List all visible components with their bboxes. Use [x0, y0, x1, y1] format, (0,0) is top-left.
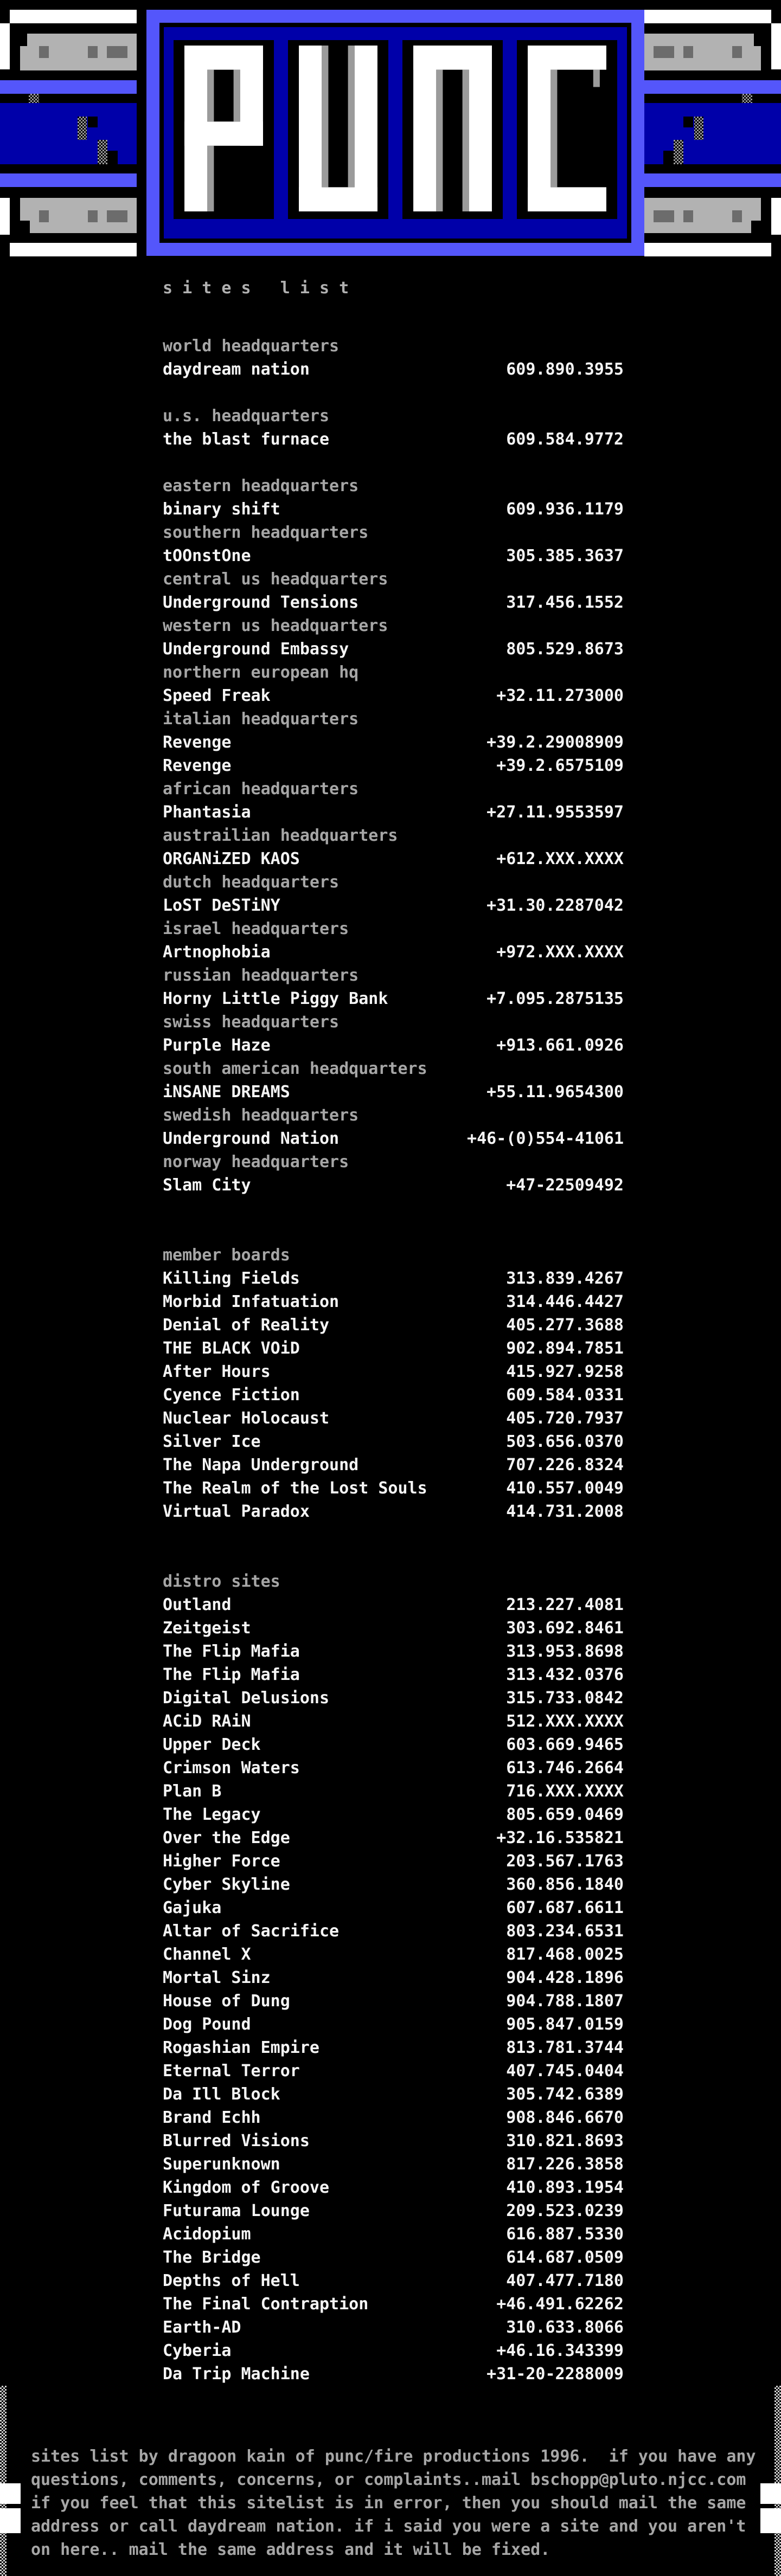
site-phone: 904.428.1896: [506, 1968, 624, 1987]
site-name: Nuclear Holocaust: [163, 1409, 330, 1428]
site-name: Killing Fields: [163, 1269, 300, 1288]
site-row: [163, 1174, 624, 1197]
site-name: Mortal Sinz: [163, 1968, 271, 1987]
site-phone: 512.XXX.XXXX: [506, 1712, 624, 1731]
deco-shape: [39, 210, 49, 222]
site-row: [163, 1826, 624, 1850]
site-row: [163, 428, 624, 451]
site-row: [163, 1920, 624, 1943]
site-row: [163, 847, 624, 871]
hq-group-label: eastern headquarters: [163, 476, 359, 495]
site-phone: +7.095.2875135: [486, 989, 624, 1008]
site-name: ORGANiZED KAOS: [163, 849, 300, 868]
site-row: [163, 1873, 624, 1896]
site-name: Horny Little Piggy Bank: [163, 989, 388, 1008]
site-row: [163, 2362, 624, 2386]
deco-shape: [0, 198, 10, 235]
spacer: [0, 381, 781, 404]
site-row: [163, 2246, 624, 2269]
site-row: [163, 2316, 624, 2339]
site-name: Underground Nation: [163, 1129, 340, 1148]
right-border-art: [644, 0, 781, 266]
site-phone: 313.839.4267: [506, 1269, 624, 1288]
hq-group-label: african headquarters: [163, 780, 359, 798]
footer-line: if you feel that this sitelist is in error, then you should mail the same: [31, 2494, 746, 2513]
hq-group-label: swedish headquarters: [163, 1106, 359, 1125]
site-row: [163, 801, 624, 824]
site-row: [163, 1290, 624, 1313]
distro-sites-section: [0, 1593, 781, 2386]
deco-shape: [732, 46, 742, 58]
site-row: [163, 1453, 624, 1477]
site-phone: 609.936.1179: [506, 500, 624, 519]
site-name: Altar of Sacrifice: [163, 1922, 340, 1941]
site-row: [163, 1617, 624, 1640]
site-phone: 503.656.0370: [506, 1432, 624, 1451]
site-name: Revenge: [163, 733, 232, 752]
site-row: [163, 2013, 624, 2036]
hq-group-label: world headquarters: [163, 337, 340, 356]
site-phone: 817.468.0025: [506, 1945, 624, 1964]
deco-shape: [0, 23, 10, 69]
site-phone: +31-20-2288009: [486, 2365, 624, 2384]
spacer: [0, 451, 781, 474]
site-name: Denial of Reality: [163, 1316, 330, 1335]
site-phone: +913.661.0926: [496, 1036, 624, 1055]
site-row: [163, 1989, 624, 2013]
deco-shape: [771, 198, 781, 235]
deco-shape: [107, 46, 127, 58]
site-name: Virtual Paradox: [163, 1502, 310, 1521]
hq-groups-section: [0, 334, 781, 1197]
hq-group-label: norway headquarters: [163, 1152, 349, 1171]
hq-group-label: austrailian headquarters: [163, 826, 398, 845]
site-name: The Final Contraption: [163, 2295, 369, 2314]
site-row: [163, 1896, 624, 1920]
site-phone: 213.227.4081: [506, 1595, 624, 1614]
site-phone: 405.720.7937: [506, 1409, 624, 1428]
deco-shape: [10, 243, 137, 256]
site-phone: 817.226.3858: [506, 2155, 624, 2174]
site-name: Artnophobia: [163, 943, 271, 962]
site-row: [163, 1267, 624, 1290]
site-name: Rogashian Empire: [163, 2038, 319, 2057]
site-name: Over the Edge: [163, 1828, 290, 1847]
site-row: [163, 1430, 624, 1453]
deco-shape: [107, 210, 127, 222]
deco-shape: [771, 23, 781, 69]
site-row: [163, 1710, 624, 1733]
hq-group-label: southern headquarters: [163, 523, 369, 542]
site-phone: 317.456.1552: [506, 593, 624, 612]
site-name: Brand Echh: [163, 2108, 261, 2127]
site-row: [163, 2339, 624, 2362]
site-row: [163, 894, 624, 917]
site-name: Phantasia: [163, 803, 251, 822]
site-phone: 614.687.0509: [506, 2248, 624, 2267]
site-name: Revenge: [163, 756, 232, 775]
site-row: [163, 1966, 624, 1989]
site-phone: 310.633.8066: [506, 2318, 624, 2337]
site-name: Channel X: [163, 1945, 251, 1964]
site-name: Purple Haze: [163, 1036, 271, 1055]
deco-shape: [683, 210, 693, 222]
logo-letter-c: [517, 40, 617, 219]
site-name: Silver Ice: [163, 1432, 261, 1451]
site-row: [163, 1640, 624, 1663]
footer-line: questions, comments, concerns, or complaints..mail bschopp@pluto.njcc.com: [31, 2470, 746, 2489]
site-phone: +32.16.535821: [496, 1828, 624, 1847]
hq-group-label: swiss headquarters: [163, 1013, 340, 1032]
site-phone: 805.529.8673: [506, 640, 624, 659]
deco-shape: [751, 198, 761, 221]
site-row: [163, 1686, 624, 1710]
spacer: [0, 1197, 781, 1244]
site-name: iNSANE DREAMS: [163, 1083, 290, 1102]
site-name: LoST DeSTiNY: [163, 896, 280, 915]
site-phone: 707.226.8324: [506, 1456, 624, 1474]
site-phone: 303.692.8461: [506, 1619, 624, 1638]
deco-shape: [694, 117, 703, 140]
deco-shape: [663, 151, 674, 164]
site-name: the blast furnace: [163, 430, 330, 449]
left-border-art: [0, 0, 137, 266]
site-name: Superunknown: [163, 2155, 280, 2174]
site-phone: +46-(0)554-41061: [467, 1129, 624, 1148]
site-row: [163, 1780, 624, 1803]
site-row: [163, 1733, 624, 1756]
deco-shape: [88, 210, 98, 222]
punc-logo: [146, 10, 644, 256]
site-phone: +612.XXX.XXXX: [496, 849, 624, 868]
site-name: The Legacy: [163, 1805, 261, 1824]
site-row: [163, 1593, 624, 1617]
site-name: Outland: [163, 1595, 232, 1614]
deco-shape: [0, 2483, 21, 2504]
deco-shape: [98, 140, 107, 164]
site-name: Da Ill Block: [163, 2085, 280, 2104]
site-row: [163, 1803, 624, 1826]
footer-line: on here.. mail the same address and it will be fixed.: [31, 2540, 550, 2559]
hq-group-label: northern european hq: [163, 663, 359, 682]
site-phone: 609.584.9772: [506, 430, 624, 449]
footer-line: address or call daydream nation. if i said you were a site and you aren't: [31, 2517, 746, 2536]
deco-shape: [683, 46, 693, 58]
site-name: Acidopium: [163, 2225, 251, 2244]
site-name: Da Trip Machine: [163, 2365, 310, 2384]
site-phone: 305.742.6389: [506, 2085, 624, 2104]
site-name: tOOnstOne: [163, 546, 251, 565]
site-phone: 407.745.0404: [506, 2062, 624, 2081]
deco-shape: [10, 10, 137, 23]
site-row: [163, 1313, 624, 1337]
site-name: Underground Tensions: [163, 593, 359, 612]
site-row: [163, 591, 624, 614]
site-row: [163, 1663, 624, 1686]
site-phone: 616.887.5330: [506, 2225, 624, 2244]
site-row: [163, 1360, 624, 1383]
site-name: THE BLACK VOiD: [163, 1339, 300, 1358]
site-phone: 407.477.7180: [506, 2271, 624, 2290]
site-phone: 904.788.1807: [506, 1992, 624, 2011]
site-phone: +31.30.2287042: [486, 896, 624, 915]
deco-shape: [20, 198, 30, 221]
deco-shape: [732, 210, 742, 222]
site-phone: 209.523.0239: [506, 2201, 624, 2220]
logo-letter-p: [174, 40, 274, 219]
site-row: [163, 2059, 624, 2083]
site-phone: +55.11.9654300: [486, 1083, 624, 1102]
site-name: The Bridge: [163, 2248, 261, 2267]
site-name: The Flip Mafia: [163, 1642, 300, 1661]
site-name: Cyence Fiction: [163, 1386, 300, 1405]
footer: [0, 2386, 781, 2576]
site-row: [163, 1850, 624, 1873]
spacer: [0, 1523, 781, 1570]
site-name: Higher Force: [163, 1852, 280, 1871]
deco-shape: [760, 2483, 781, 2504]
site-phone: 813.781.3744: [506, 2038, 624, 2057]
deco-shape: [654, 46, 674, 58]
site-phone: 305.385.3637: [506, 546, 624, 565]
deco-shape: [78, 117, 87, 140]
site-row: [163, 2269, 624, 2292]
site-name: House of Dung: [163, 1992, 290, 2011]
site-phone: 415.927.9258: [506, 1362, 624, 1381]
site-row: [163, 731, 624, 754]
site-name: Earth-AD: [163, 2318, 241, 2337]
spacer: [0, 300, 781, 334]
site-phone: 410.557.0049: [506, 1479, 624, 1498]
deco-shape: [644, 173, 781, 187]
site-row: [163, 2153, 624, 2176]
top-banner: [0, 0, 781, 266]
site-phone: +46.16.343399: [496, 2341, 624, 2360]
deco-shape: [0, 80, 137, 94]
site-phone: 908.846.6670: [506, 2108, 624, 2127]
page-title: s i t e s l i s t: [163, 279, 349, 298]
site-name: The Napa Underground: [163, 1456, 359, 1474]
site-phone: 805.659.0469: [506, 1805, 624, 1824]
site-row: [163, 2036, 624, 2059]
deco-shape: [88, 46, 98, 58]
hq-group-label: dutch headquarters: [163, 873, 340, 892]
site-name: Plan B: [163, 1782, 222, 1801]
distro-sites-heading: distro sites: [163, 1572, 280, 1591]
deco-shape: [20, 46, 27, 70]
deco-shape: [644, 10, 771, 23]
logo-letter-n: [402, 40, 503, 219]
site-phone: +39.2.6575109: [496, 756, 624, 775]
site-name: Depths of Hell: [163, 2271, 300, 2290]
site-row: [163, 637, 624, 661]
site-row: [163, 1337, 624, 1360]
site-phone: 607.687.6611: [506, 1898, 624, 1917]
site-row: [163, 2199, 624, 2223]
deco-shape: [760, 2508, 781, 2533]
site-phone: 803.234.6531: [506, 1922, 624, 1941]
site-name: The Flip Mafia: [163, 1665, 300, 1684]
site-row: [163, 498, 624, 521]
site-name: Morbid Infatuation: [163, 1292, 340, 1311]
site-name: Futurama Lounge: [163, 2201, 310, 2220]
site-phone: 313.953.8698: [506, 1642, 624, 1661]
site-row: [163, 2292, 624, 2316]
site-row: [163, 1756, 624, 1780]
site-row: [163, 544, 624, 568]
site-phone: 315.733.0842: [506, 1689, 624, 1708]
deco-shape: [107, 151, 118, 164]
site-row: [163, 1383, 624, 1407]
site-phone: +27.11.9553597: [486, 803, 624, 822]
site-name: Kingdom of Groove: [163, 2178, 330, 2197]
site-phone: +32.11.273000: [496, 686, 624, 705]
site-row: [163, 987, 624, 1010]
site-phone: +46.491.62262: [496, 2295, 624, 2314]
site-phone: 203.567.1763: [506, 1852, 624, 1871]
deco-shape: [0, 173, 137, 187]
site-row: [163, 1477, 624, 1500]
footer-right-dither: [774, 2386, 781, 2576]
site-phone: 603.669.9465: [506, 1735, 624, 1754]
site-phone: 905.847.0159: [506, 2015, 624, 2034]
deco-shape: [0, 2508, 21, 2533]
site-row: [163, 1080, 624, 1104]
deco-shape: [683, 117, 693, 127]
site-phone: 410.893.1954: [506, 2178, 624, 2197]
hq-group-label: south american headquarters: [163, 1059, 427, 1078]
site-row: [163, 2176, 624, 2199]
logo-letter-u: [288, 40, 388, 219]
site-name: Cyber Skyline: [163, 1875, 290, 1894]
deco-shape: [654, 210, 674, 222]
footer-line: sites list by dragoon kain of punc/fire productions 1996. if you have any: [31, 2447, 756, 2466]
site-name: Eternal Terror: [163, 2062, 300, 2081]
hq-group-label: italian headquarters: [163, 710, 359, 729]
site-name: Digital Delusions: [163, 1689, 330, 1708]
hq-group-label: israel headquarters: [163, 919, 349, 938]
site-row: [163, 1127, 624, 1150]
site-name: The Realm of the Lost Souls: [163, 1479, 427, 1498]
site-phone: +972.XXX.XXXX: [496, 943, 624, 962]
site-phone: 613.746.2664: [506, 1759, 624, 1778]
site-phone: 609.584.0331: [506, 1386, 624, 1405]
site-name: Slam City: [163, 1176, 251, 1195]
hq-group-label: u.s. headquarters: [163, 407, 330, 426]
site-row: [163, 2106, 624, 2129]
site-row: [163, 1500, 624, 1523]
site-name: Underground Embassy: [163, 640, 349, 659]
site-name: After Hours: [163, 1362, 271, 1381]
site-row: [163, 941, 624, 964]
member-boards-heading: member boards: [163, 1246, 290, 1265]
site-phone: 310.821.8693: [506, 2131, 624, 2150]
site-name: binary shift: [163, 500, 280, 519]
footer-left-dither: [0, 2386, 7, 2576]
site-name: Gajuka: [163, 1898, 222, 1917]
site-name: ACiD RAiN: [163, 1712, 251, 1731]
site-name: Crimson Waters: [163, 1759, 300, 1778]
deco-shape: [39, 46, 49, 58]
site-name: Dog Pound: [163, 2015, 251, 2034]
site-phone: 313.432.0376: [506, 1665, 624, 1684]
member-boards-section: [0, 1267, 781, 1523]
site-name: daydream nation: [163, 360, 310, 379]
punc-logo-panel: [164, 27, 627, 239]
site-row: [163, 2083, 624, 2106]
site-phone: +47-22509492: [506, 1176, 624, 1195]
site-row: [163, 754, 624, 777]
site-phone: 716.XXX.XXXX: [506, 1782, 624, 1801]
site-row: [163, 684, 624, 707]
site-row: [163, 358, 624, 381]
site-row: [163, 2129, 624, 2153]
site-phone: +39.2.29008909: [486, 733, 624, 752]
hq-group-label: central us headquarters: [163, 570, 388, 589]
site-name: Zeitgeist: [163, 1619, 251, 1638]
hq-group-label: western us headquarters: [163, 616, 388, 635]
footer-note: [31, 2445, 756, 2561]
site-phone: 609.890.3955: [506, 360, 624, 379]
site-row: [163, 2223, 624, 2246]
deco-shape: [754, 46, 761, 70]
site-phone: 314.446.4427: [506, 1292, 624, 1311]
deco-shape: [88, 117, 98, 127]
site-row: [163, 1407, 624, 1430]
site-phone: 360.856.1840: [506, 1875, 624, 1894]
site-name: Cyberia: [163, 2341, 232, 2360]
site-name: Speed Freak: [163, 686, 271, 705]
hq-group-label: russian headquarters: [163, 966, 359, 985]
site-phone: 414.731.2008: [506, 1502, 624, 1521]
site-phone: 405.277.3688: [506, 1316, 624, 1335]
site-name: Upper Deck: [163, 1735, 261, 1754]
deco-shape: [644, 243, 771, 256]
deco-shape: [644, 80, 781, 94]
deco-shape: [674, 140, 683, 164]
site-name: Blurred Visions: [163, 2131, 310, 2150]
site-phone: 902.894.7851: [506, 1339, 624, 1358]
site-row: [163, 1943, 624, 1966]
site-row: [163, 1034, 624, 1057]
